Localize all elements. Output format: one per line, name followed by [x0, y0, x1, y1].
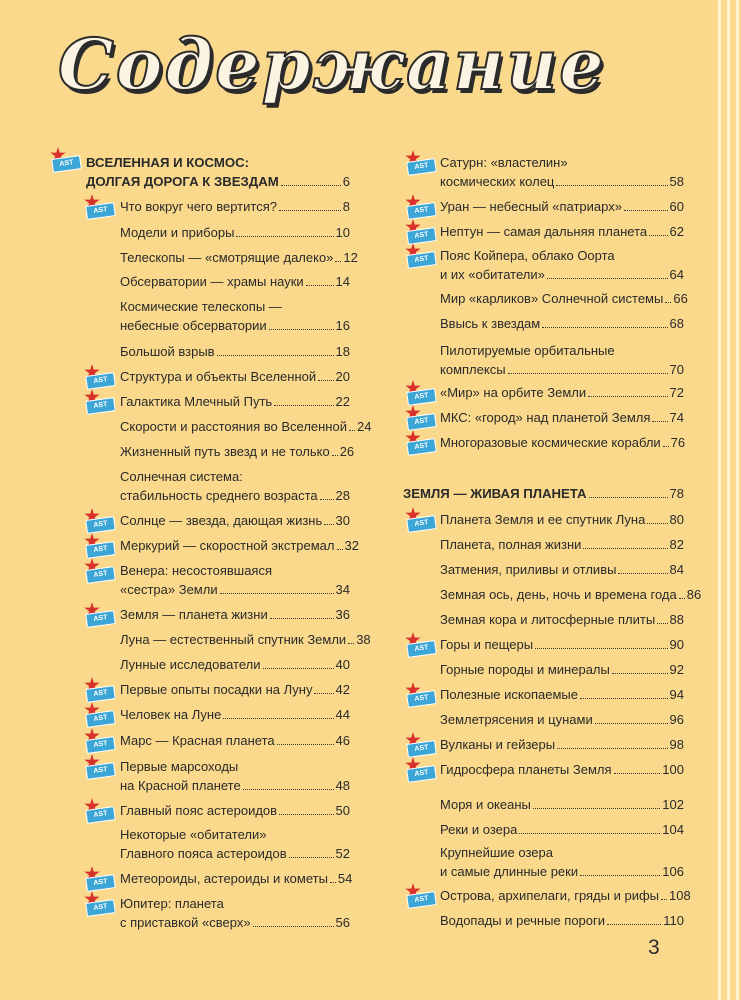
dot-leader: [583, 548, 667, 549]
ast-badge-icon: [403, 735, 435, 757]
ast-badge-icon: [403, 246, 435, 268]
toc-entry-title-line: Главный пояс астероидов: [120, 803, 278, 818]
toc-page-number: 24: [356, 419, 372, 434]
toc-page-number: 36: [335, 607, 350, 622]
badge-label: AST: [406, 438, 437, 456]
badge-label: AST: [406, 891, 437, 909]
toc-page-number: 82: [669, 537, 684, 552]
toc-page-number: 12: [343, 250, 358, 265]
ast-badge-icon: [82, 511, 114, 533]
toc-page-number: 14: [335, 274, 350, 289]
ast-badge-icon: [403, 433, 435, 455]
page-number: 3: [648, 936, 660, 959]
toc-entry-title-line: Земля — планета жизни: [120, 607, 268, 622]
badge-label: AST: [85, 202, 116, 220]
badge-label: AST: [85, 736, 116, 754]
toc-page-number: 58: [669, 174, 684, 189]
ast-badge-icon: [403, 153, 435, 175]
ast-badge-icon: [403, 635, 435, 657]
ast-badge-icon: [82, 894, 114, 916]
toc-page-number: 20: [335, 369, 350, 384]
badge-label: AST: [406, 765, 437, 783]
toc-page-number: 88: [669, 612, 684, 627]
ast-badge-icon: [82, 731, 114, 753]
dot-leader: [220, 593, 334, 594]
toc-entry[interactable]: [403, 510, 684, 529]
toc-entry-title-line: Жизненный путь звезд и не только: [120, 444, 330, 459]
dot-leader: [306, 285, 334, 286]
toc-entry[interactable]: [48, 801, 350, 820]
toc-page-number: 78: [669, 486, 684, 501]
toc-page-number: 94: [669, 687, 684, 702]
ast-badge-icon: [82, 561, 114, 583]
dot-leader: [588, 396, 667, 397]
dot-leader: [665, 302, 671, 303]
dot-leader: [217, 355, 334, 356]
badge-label: AST: [85, 541, 116, 559]
toc-entry-title-line: ВСЕЛЕННАЯ И КОСМОС:: [86, 155, 250, 170]
toc-entry-title-line: Водопады и речные пороги: [440, 913, 606, 928]
toc-page-number: 10: [335, 225, 350, 240]
dot-leader: [519, 833, 660, 834]
toc-entry[interactable]: [403, 886, 691, 905]
dot-leader: [556, 185, 667, 186]
dot-leader: [243, 789, 334, 790]
toc-page-number: 110: [663, 913, 684, 928]
ast-badge-icon: [403, 685, 435, 707]
toc-entry[interactable]: [403, 911, 684, 930]
dot-leader: [332, 455, 338, 456]
toc-entry[interactable]: [48, 511, 350, 530]
toc-entry-title-line: на Красной планете: [120, 778, 241, 793]
toc-page-number: 26: [339, 444, 355, 459]
toc-entry[interactable]: [403, 153, 684, 191]
dot-leader: [624, 210, 668, 211]
dot-leader: [274, 405, 333, 406]
dot-leader: [649, 235, 667, 236]
toc-page-number: 30: [335, 513, 350, 528]
toc-entry-title-line: Планета, полная жизни: [440, 537, 582, 552]
toc-page-number: 16: [335, 318, 350, 333]
dot-leader: [612, 673, 668, 674]
toc-entry[interactable]: [48, 223, 350, 242]
badge-label: AST: [406, 158, 437, 176]
toc-entry[interactable]: [403, 843, 684, 881]
badge-label: AST: [85, 685, 116, 703]
toc-entry-title-line: Земная кора и литосферные плиты: [440, 612, 656, 627]
toc-entry[interactable]: [48, 680, 350, 699]
toc-entry[interactable]: [403, 710, 684, 729]
dot-leader: [535, 648, 667, 649]
ast-badge-icon: [82, 801, 114, 823]
toc-entry-title-line: Солнце — звезда, дающая жизнь: [120, 513, 323, 528]
toc-entry-title-line: Солнечная система:: [120, 469, 243, 484]
toc-entry[interactable]: [48, 417, 372, 436]
toc-section-heading[interactable]: [403, 484, 684, 503]
toc-entry[interactable]: [403, 408, 684, 427]
toc-page-number: 102: [662, 797, 684, 812]
dot-leader: [657, 623, 667, 624]
toc-page-number: 98: [669, 737, 684, 752]
toc-entry-title-line: Вулканы и гейзеры: [440, 737, 556, 752]
toc-entry-title-line: Большой взрыв: [120, 344, 215, 359]
ast-badge-icon: [403, 222, 435, 244]
toc-entry[interactable]: [48, 272, 350, 291]
toc-page-number: 104: [662, 822, 684, 837]
ast-badge-icon: [82, 605, 114, 627]
toc-entry-title-line: Юпитер: планета: [120, 896, 224, 911]
toc-page-number: 56: [335, 915, 350, 930]
toc-page-number: 6: [342, 174, 350, 189]
toc-entry-title-line: Многоразовые космические корабли: [440, 435, 661, 450]
toc-entry-title-line: Пояс Койпера, облако Оорта: [440, 248, 615, 263]
toc-entry-title-line: МКС: «город» над планетой Земля: [440, 410, 651, 425]
toc-entry[interactable]: [403, 585, 702, 604]
badge-label: AST: [406, 740, 437, 758]
dot-leader: [289, 857, 334, 858]
toc-page-number: 22: [335, 394, 350, 409]
ast-badge-icon: [82, 869, 114, 891]
toc-entry[interactable]: [403, 383, 684, 402]
toc-page-number: 34: [335, 582, 350, 597]
dot-leader: [542, 327, 667, 328]
badge-label: AST: [85, 516, 116, 534]
toc-entry[interactable]: [403, 222, 684, 241]
toc-entry[interactable]: [48, 248, 358, 267]
toc-page-number: 18: [335, 344, 350, 359]
dot-leader: [533, 808, 660, 809]
dot-leader: [320, 499, 334, 500]
toc-entry[interactable]: [403, 197, 684, 216]
toc-page-number: 100: [662, 762, 684, 777]
toc-entry[interactable]: [48, 367, 350, 386]
toc-entry-title-line: Галактика Млечный Путь: [120, 394, 273, 409]
toc-page-number: 48: [335, 778, 350, 793]
toc-entry[interactable]: [48, 442, 355, 461]
toc-entry-title-line: Венера: несостоявшаяся: [120, 563, 273, 578]
toc-entry-title-line: Крупнейшие озера: [440, 845, 553, 860]
ast-badge-icon: [403, 886, 435, 908]
dot-leader: [314, 693, 333, 694]
toc-entry-title-line: с приставкой «сверх»: [120, 915, 251, 930]
ast-badge-icon: [82, 197, 114, 219]
dot-leader: [348, 643, 354, 644]
toc-page-number: 92: [669, 662, 684, 677]
ast-badge-icon: [82, 705, 114, 727]
toc-entry[interactable]: [48, 536, 359, 555]
dot-leader: [269, 329, 334, 330]
toc-entry-title-line: Что вокруг чего вертится?: [120, 199, 277, 214]
toc-entry[interactable]: [403, 635, 684, 654]
toc-page-number: 80: [669, 512, 684, 527]
toc-page-number: 96: [669, 712, 684, 727]
toc-entry-title-line: Космические телескопы —: [120, 299, 282, 314]
toc-page-number: 70: [669, 362, 684, 377]
dot-leader: [557, 748, 667, 749]
ast-badge-icon: [403, 383, 435, 405]
toc-entry-title-line: космических колец: [440, 174, 555, 189]
dot-leader: [330, 882, 336, 883]
toc-page-number: 66: [673, 291, 688, 306]
toc-entry-title-line: Человек на Луне: [120, 707, 222, 722]
ast-badge-icon: [82, 392, 114, 414]
dot-leader: [580, 875, 660, 876]
toc-entry[interactable]: [48, 467, 350, 505]
toc-entry[interactable]: [48, 561, 350, 599]
toc-entry-title-line: Мир «карликов» Солнечной системы: [440, 291, 664, 306]
toc-entry-title-line: Меркурий — скоростной экстремал: [120, 538, 335, 553]
badge-label: AST: [406, 413, 437, 431]
toc-entry-title-line: Планета Земля и ее спутник Луна: [440, 512, 646, 527]
toc-entry-title-line: Луна — естественный спутник Земли: [120, 632, 347, 647]
toc-page-number: 74: [669, 410, 684, 425]
badge-label: AST: [51, 155, 82, 173]
toc-entry-title-line: и самые длинные реки: [440, 864, 579, 879]
badge-label: AST: [85, 397, 116, 415]
badge-label: AST: [406, 515, 437, 533]
toc-page-number: 32: [344, 538, 359, 553]
toc-entry-title-line: Горные породы и минералы: [440, 662, 610, 677]
toc-entry[interactable]: [403, 314, 684, 333]
ast-badge-icon: [48, 150, 80, 172]
dot-leader: [618, 573, 667, 574]
toc-entry-title-line: Нептун — самая дальняя планета: [440, 224, 648, 239]
dot-leader: [223, 718, 333, 719]
toc-page-number: 38: [356, 632, 371, 647]
dot-leader: [263, 668, 334, 669]
toc-entry-title-line: Реки и озера: [440, 822, 518, 837]
toc-page-number: 64: [669, 267, 684, 282]
toc-entry-title-line: Сатурн: «властелин»: [440, 155, 568, 170]
toc-page-number: 62: [669, 224, 684, 239]
toc-page-number: 28: [335, 488, 350, 503]
toc-entry-title-line: Ввысь к звездам: [440, 316, 541, 331]
dot-leader: [679, 598, 685, 599]
toc-entry-title-line: Моря и океаны: [440, 797, 531, 812]
dot-leader: [279, 814, 333, 815]
badge-label: AST: [85, 874, 116, 892]
toc-entry-title-line: Землетрясения и цунами: [440, 712, 593, 727]
toc-page-number: 8: [342, 199, 350, 214]
dot-leader: [547, 278, 668, 279]
toc-page-number: 86: [686, 587, 702, 602]
badge-label: AST: [85, 610, 116, 628]
toc-entry[interactable]: [48, 705, 350, 724]
toc-page-number: 72: [669, 385, 684, 400]
toc-entry-title-line: комплексы: [440, 362, 506, 377]
toc-page-number: 50: [335, 803, 350, 818]
toc-entry-title-line: Гидросфера планеты Земля: [440, 762, 612, 777]
toc-page-number: 40: [335, 657, 350, 672]
badge-label: AST: [406, 227, 437, 245]
toc-entry-title-line: Некоторые «обитатели»: [120, 827, 267, 842]
dot-leader: [652, 421, 667, 422]
toc-entry-title-line: Метеороиды, астероиды и кометы: [120, 871, 328, 886]
toc-entry-title-line: Структура и объекты Вселенной: [120, 369, 317, 384]
toc-entry[interactable]: [48, 894, 350, 932]
badge-label: AST: [85, 806, 116, 824]
dot-leader: [647, 523, 667, 524]
dot-leader: [335, 261, 341, 262]
badge-label: AST: [85, 566, 116, 584]
toc-page-number: 60: [669, 199, 684, 214]
toc-entry[interactable]: [403, 660, 684, 679]
toc-entry-title-line: Марс — Красная планета: [120, 733, 275, 748]
decorative-stripes: [715, 0, 741, 1000]
dot-leader: [277, 744, 334, 745]
ast-badge-icon: [403, 760, 435, 782]
badge-label: AST: [406, 690, 437, 708]
toc-entry-title-line: Скорости и расстояния во Вселенной: [120, 419, 347, 434]
dot-leader: [279, 210, 341, 211]
toc-entry[interactable]: [403, 820, 684, 839]
badge-label: AST: [406, 202, 437, 220]
toc-entry-title-line: ДОЛГАЯ ДОРОГА К ЗВЕЗДАМ: [86, 174, 279, 189]
dot-leader: [281, 185, 341, 186]
toc-page-number: 44: [335, 707, 350, 722]
toc-page-number: 76: [670, 435, 686, 450]
toc-entry[interactable]: [48, 869, 353, 888]
toc-page-number: 42: [335, 682, 350, 697]
toc-entry[interactable]: [403, 246, 684, 284]
toc-entry[interactable]: [48, 297, 350, 335]
dot-leader: [337, 549, 343, 550]
dot-leader: [580, 698, 668, 699]
dot-leader: [253, 926, 334, 927]
toc-page-number: 68: [669, 316, 684, 331]
dot-leader: [663, 446, 669, 447]
dot-leader: [318, 380, 333, 381]
toc-entry[interactable]: [403, 433, 684, 452]
toc-entry[interactable]: [403, 610, 684, 629]
ast-badge-icon: [403, 197, 435, 219]
badge-label: AST: [85, 372, 116, 390]
toc-entry-title-line: Пилотируемые орбитальные: [440, 343, 615, 358]
toc-entry[interactable]: [48, 825, 350, 863]
toc-entry[interactable]: [403, 560, 684, 579]
dot-leader: [614, 773, 661, 774]
toc-entry-title-line: Главного пояса астероидов: [120, 846, 287, 861]
toc-entry[interactable]: [403, 341, 684, 379]
toc-entry[interactable]: [48, 655, 350, 674]
toc-page-number: 52: [335, 846, 350, 861]
toc-entry-title-line: и их «обитатели»: [440, 267, 545, 282]
toc-entry[interactable]: [403, 735, 684, 754]
ast-badge-icon: [403, 510, 435, 532]
toc-page-number: 46: [335, 733, 350, 748]
toc-page-number: 106: [662, 864, 684, 879]
toc-entry[interactable]: [403, 685, 684, 704]
toc-page-number: 108: [669, 888, 691, 903]
ast-badge-icon: [82, 536, 114, 558]
toc-entry-title-line: Горы и пещеры: [440, 637, 534, 652]
toc-entry[interactable]: [403, 289, 688, 308]
toc-entry[interactable]: [48, 630, 371, 649]
ast-badge-icon: [82, 680, 114, 702]
page-title: Содержание: [58, 23, 606, 106]
toc-entry-title-line: Уран — небесный «патриарх»: [440, 199, 622, 214]
toc-entry[interactable]: [48, 392, 350, 411]
dot-leader: [607, 924, 661, 925]
toc-page-number: 90: [669, 637, 684, 652]
ast-badge-icon: [82, 757, 114, 779]
toc-page-number: 84: [669, 562, 684, 577]
toc-section-heading[interactable]: [48, 153, 350, 191]
toc-entry-title-line: «Мир» на орбите Земли: [440, 385, 587, 400]
dot-leader: [349, 430, 355, 431]
dot-leader: [589, 497, 668, 498]
toc-entry-title-line: Модели и приборы: [120, 225, 235, 240]
toc-entry-title-line: Полезные ископаемые: [440, 687, 578, 702]
toc-entry-title-line: Обсерватории — храмы науки: [120, 274, 304, 289]
toc-entry-title-line: Первые марсоходы: [120, 759, 239, 774]
toc-entry[interactable]: [48, 197, 350, 216]
toc-entry-title-line: «сестра» Земли: [120, 582, 218, 597]
toc-entry-title-line: Земная ось, день, ночь и времена года: [440, 587, 677, 602]
toc-entry[interactable]: [403, 795, 684, 814]
dot-leader: [508, 373, 668, 374]
ast-badge-icon: [82, 367, 114, 389]
toc-entry-title-line: Острова, архипелаги, гряды и рифы: [440, 888, 660, 903]
toc-entry[interactable]: [48, 731, 350, 750]
toc-entry[interactable]: [48, 605, 350, 624]
badge-label: AST: [85, 899, 116, 917]
dot-leader: [270, 618, 334, 619]
toc-entry-title-line: стабильность среднего возраста: [120, 488, 318, 503]
dot-leader: [661, 899, 667, 900]
badge-label: AST: [406, 640, 437, 658]
toc-entry-title-line: Первые опыты посадки на Луну: [120, 682, 313, 697]
badge-label: AST: [85, 710, 116, 728]
toc-entry-title-line: ЗЕМЛЯ — ЖИВАЯ ПЛАНЕТА: [403, 486, 587, 501]
toc-entry-title-line: Затмения, приливы и отливы: [440, 562, 617, 577]
toc-entry[interactable]: [48, 757, 350, 795]
badge-label: AST: [406, 388, 437, 406]
toc-entry-title-line: Телескопы — «смотрящие далеко»: [120, 250, 334, 265]
toc-page-number: 54: [337, 871, 353, 886]
dot-leader: [236, 236, 333, 237]
toc-entry-title-line: Лунные исследователи: [120, 657, 261, 672]
dot-leader: [324, 524, 333, 525]
ast-badge-icon: [403, 408, 435, 430]
toc-entry-title-line: небесные обсерватории: [120, 318, 267, 333]
toc-entry[interactable]: [48, 342, 350, 361]
badge-label: AST: [85, 762, 116, 780]
toc-entry[interactable]: [403, 760, 684, 779]
badge-label: AST: [406, 251, 437, 269]
toc-entry[interactable]: [403, 535, 684, 554]
dot-leader: [595, 723, 668, 724]
